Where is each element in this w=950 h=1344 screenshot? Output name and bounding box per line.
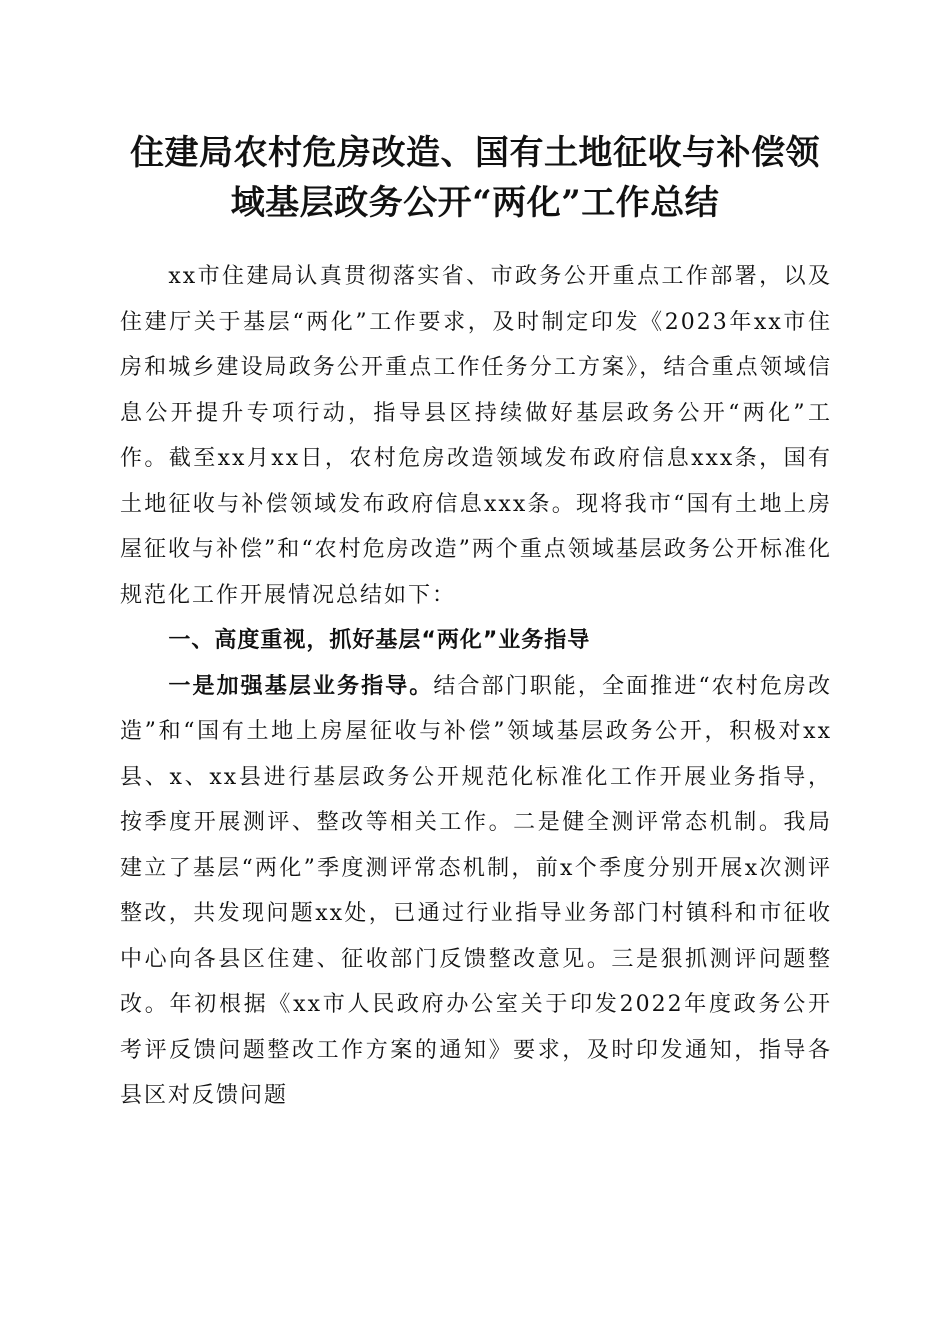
title-line-1: 住建局农村危房改造、国有土地征收与补偿领 [130,133,820,173]
document-body [120,254,832,1119]
intro-paragraph: xx市住建局认真贯彻落实省、市政务公开重点工作部署，以及住建厅关于基层“两化”工作要求，及时制定印发《2023年xx市住房和城乡建设局政务公开重点工作任务分工方案》，结合重点领域信息公开提升专项行动，指导县区持续做好基层政务公开“两化”工作。截至xx月xx日，农村危房改造领域发布政府信息xxx条，国有土地征收与补偿领域发布政府信息xxx条。现将我市“国有土地上房屋征收与补偿”和“农村危房改造”两个重点领域基层政务公开标准化规范化工作开展情况总结如下： [120,264,832,608]
title-line-2: 域基层政务公开“两化”工作总结 [230,183,720,223]
section-1-text: 结合部门职能，全面推进“农村危房改造”和“国有土地上房屋征收与补偿”领域基层政务公开，积极对xx县、x、xx县进行基层政务公开规范化标准化工作开展业务指导，按季度开展测评、整改等相关工作。二是健全测评常态机制。我局建立了基层“两化”季度测评常态机制，前x个季度分别开展x次测评整改，共发现问题xx处，已通过行业指导业务部门村镇科和市征收中心向各县区住建、征收部门反馈整改意见。三是狠抓测评问题整改。年初根据《xx市人民政府办公室关于印发2022年度政务公开考评反馈问题整改工作方案的通知》要求，及时印发通知，指导各县区对反馈问题 [120,673,832,1108]
document-title [100,128,850,228]
section-1-lead: 一是加强基层业务指导。 [168,672,434,699]
section-1-paragraph [120,664,832,1119]
section-heading-1: 一、高度重视，抓好基层“两化”业务指导 [168,628,591,653]
